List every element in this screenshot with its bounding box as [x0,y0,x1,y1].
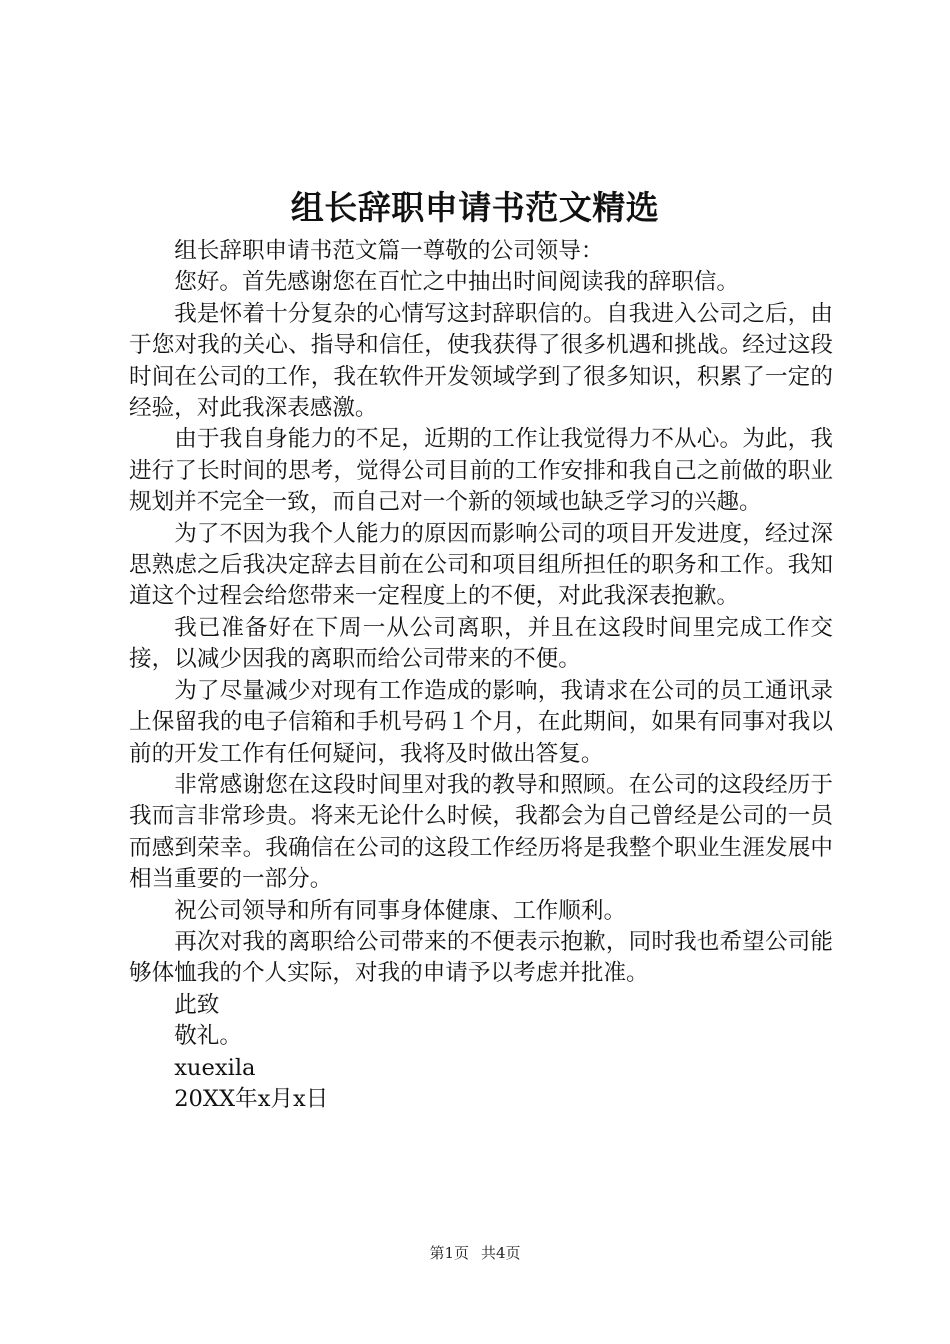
closing-line: 此致 [174,991,220,1018]
paragraph-body: 非常感谢您在这段时间里对我的教导和照顾。在公司的这段经历于我而言非常珍贵。将来无论什么时候，我都会为自己曾经是公司的一员而感到荣幸。我确信在公司的这段工作经历将是我整个职业生涯发展中相当重要的一部分。 [129,771,833,893]
date-line: 20XX年x月x日 [174,1085,329,1112]
paragraph-apology: 再次对我的离职给公司带来的不便表示抱歉，同时我也希望公司能够体恤我的个人实际，对我的申请予以考虑并批准。 [129,928,833,987]
paragraph-wishes: 祝公司领导和所有同事身体健康、工作顺利。 [174,897,627,924]
document-title: 组长辞职申请书范文精选 [290,188,660,227]
paragraph-body: 我已准备好在下周一从公司离职，并且在这段时间里完成工作交接，以减少因我的离职而给公司带来的不便。 [129,614,833,673]
closing-salute: 敬礼。 [174,1023,242,1050]
page-number: 第1页 [429,1244,469,1262]
paragraph-body: 为了不因为我个人能力的原因而影响公司的项目开发进度，经过深思熟虑之后我决定辞去目前在公司和项目组所担任的职务和工作。我知道这个过程会给您带来一定程度上的不便，对此我深表抱歉。 [129,520,833,610]
paragraph-body: 我是怀着十分复杂的心情写这封辞职信的。自我进入公司之后，由于您对我的关心、指导和信任，使我获得了很多机遇和挑战。经过这段时间在公司的工作，我在软件开发领域学到了很多知识，积累了一定的经验，对此我深表感激。 [129,300,833,422]
document-body [129,236,833,1115]
signature: xuexila [174,1054,256,1081]
page-footer [0,1243,950,1263]
paragraph-greeting: 您好。首先感谢您在百忙之中抽出时间阅读我的辞职信。 [174,269,740,296]
paragraph-body: 为了尽量减少对现有工作造成的影响，我请求在公司的员工通讯录上保留我的电子信箱和手机号码１个月，在此期间，如果有同事对我以前的开发工作有任何疑问，我将及时做出答复。 [129,677,833,767]
paragraph-salutation: 组长辞职申请书范文篇一尊敬的公司领导： [174,238,604,264]
page-total: 共4页 [481,1244,521,1262]
paragraph-body: 由于我自身能力的不足，近期的工作让我觉得力不从心。为此，我进行了长时间的思考，觉得公司目前的工作安排和我自己之前做的职业规划并不完全一致，而自己对一个新的领域也缺乏学习的兴趣。 [129,426,833,516]
